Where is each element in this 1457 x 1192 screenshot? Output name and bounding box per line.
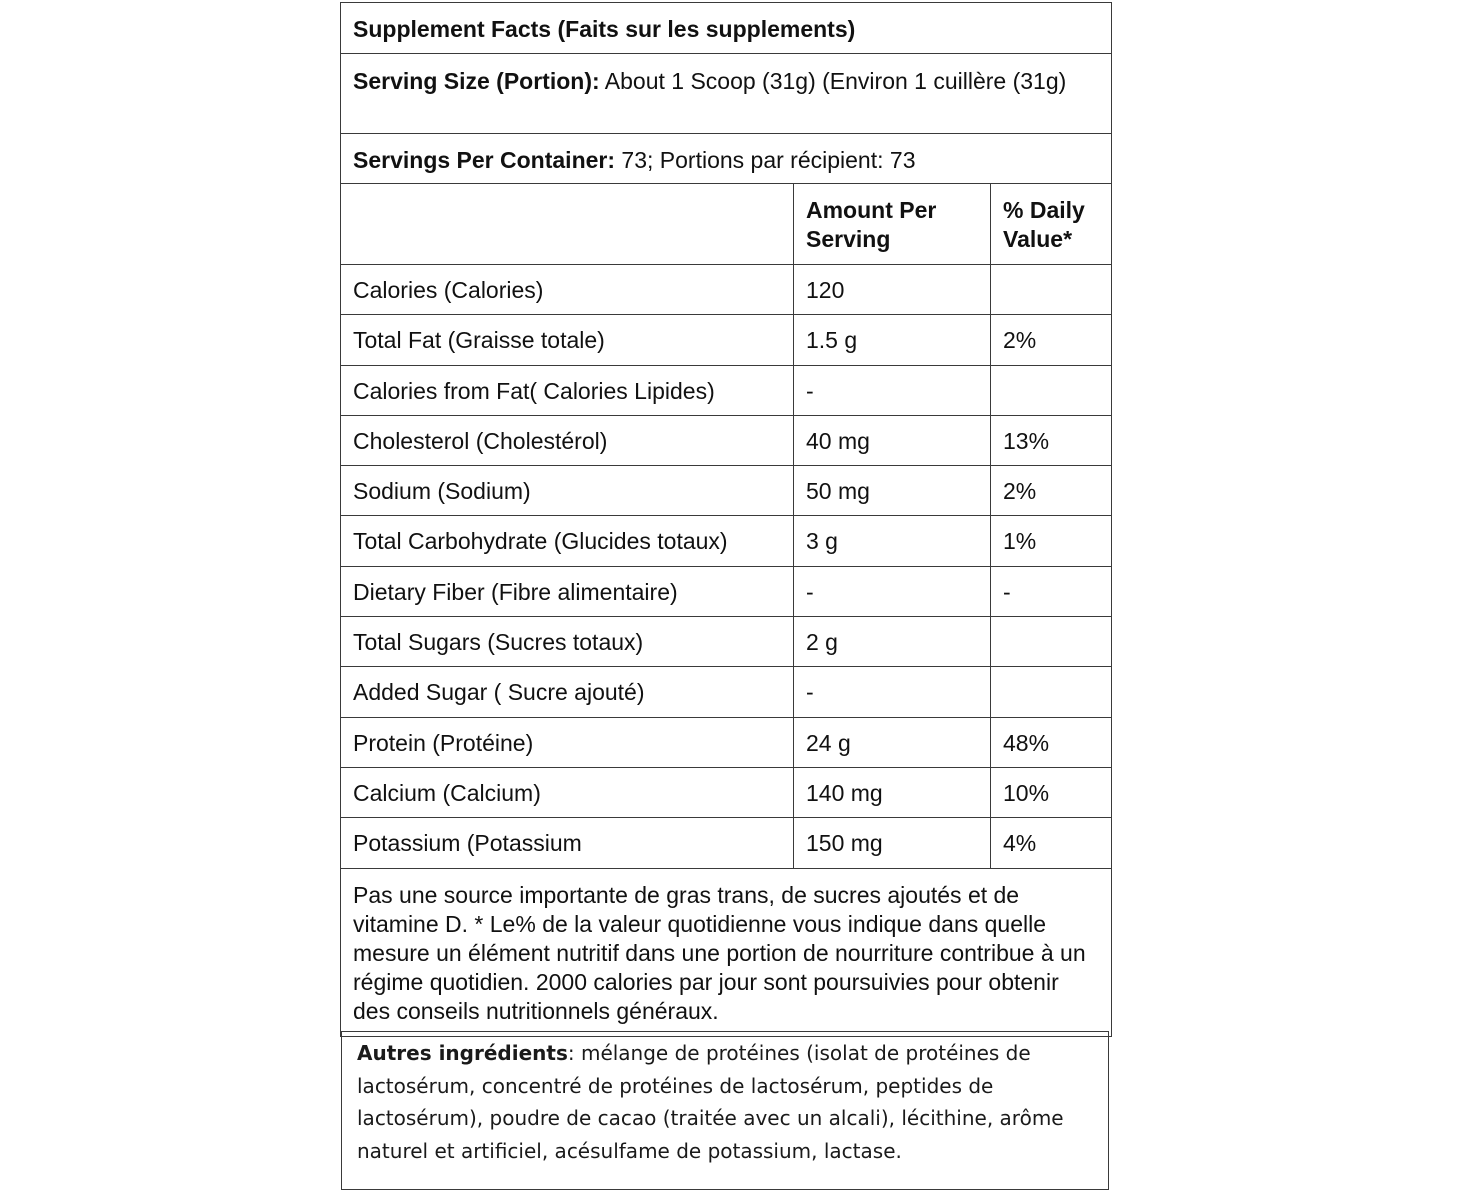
amount-per-serving: 150 mg bbox=[794, 818, 991, 867]
serving-size-label: Serving Size (Portion): bbox=[353, 68, 600, 94]
supplement-facts-table bbox=[340, 2, 1112, 1037]
daily-value: 48% bbox=[1003, 729, 1050, 756]
daily-value bbox=[991, 667, 1111, 716]
nutrient-name: Cholesterol (Cholestérol) bbox=[341, 416, 794, 465]
amount-per-serving: 120 bbox=[794, 265, 991, 314]
nutrient-name: Total Sugars (Sucres totaux) bbox=[341, 617, 794, 666]
nutrient-column-header bbox=[341, 184, 794, 264]
daily-value bbox=[991, 617, 1111, 666]
amount-per-serving: - bbox=[794, 567, 991, 616]
daily-value: 13% bbox=[1003, 427, 1050, 454]
table-row bbox=[341, 366, 1111, 416]
nutrient-name: Protein (Protéine) bbox=[341, 718, 794, 767]
label-title: Supplement Facts (Faits sur les supplements) bbox=[341, 3, 1111, 54]
nutrient-name: Sodium (Sodium) bbox=[341, 466, 794, 515]
daily-value: 2% bbox=[1003, 327, 1037, 354]
daily-value bbox=[991, 366, 1111, 415]
nutrient-name: Added Sugar ( Sucre ajouté) bbox=[341, 667, 794, 716]
servings-per-container-row bbox=[341, 134, 1111, 184]
ingredients-box bbox=[341, 1031, 1109, 1190]
table-row bbox=[341, 416, 1111, 466]
table-row bbox=[341, 567, 1111, 617]
nutrient-name: Potassium (Potassium bbox=[341, 818, 794, 867]
nutrient-name: Total Fat (Graisse totale) bbox=[341, 315, 794, 364]
daily-value: - bbox=[1003, 578, 1011, 605]
table-header-row bbox=[341, 184, 1111, 265]
nutrient-name: Calories (Calories) bbox=[341, 265, 794, 314]
daily-value: 10% bbox=[1003, 779, 1050, 806]
amount-per-serving: 140 mg bbox=[794, 768, 991, 817]
daily-value bbox=[991, 265, 1111, 314]
serving-size-value: About 1 Scoop (31g) (Environ 1 cuillère (31g) bbox=[604, 68, 1067, 94]
daily-value: 4% bbox=[1003, 830, 1037, 857]
daily-value: 1% bbox=[1003, 528, 1037, 555]
amount-per-serving: 3 g bbox=[794, 516, 991, 565]
table-row bbox=[341, 818, 1111, 868]
amount-per-serving: 1.5 g bbox=[794, 315, 991, 364]
daily-value: 2% bbox=[1003, 478, 1037, 505]
table-row bbox=[341, 265, 1111, 315]
footnote: Pas une source importante de gras trans, de sucres ajoutés et de vitamine D. * Le% de la valeur quotidienne vous indique dans quelle mesure un élément nutritif dans une portion de nourriture contribue à un régime quotidien. 2000 calories par jour sont poursuivies pour obtenir des conseils nutritionnels généraux. bbox=[353, 881, 1086, 1024]
ingredients-text: : mélange de protéines (isolat de protéines de lactosérum, concentré de protéines de lactosérum, peptides de lactosérum), poudre de cacao (traitée avec un alcali), lécithine, arôme naturel et artificiel, acésulfame de potassium, lactase. bbox=[357, 1041, 1064, 1163]
amount-per-serving: 24 g bbox=[794, 718, 991, 767]
amount-per-serving: 40 mg bbox=[794, 416, 991, 465]
servings-per-container-value: 73; Portions par récipient: 73 bbox=[621, 147, 916, 173]
amount-column-header: Amount Per Serving bbox=[794, 184, 991, 264]
amount-per-serving: 2 g bbox=[794, 617, 991, 666]
daily-value-column-header: % Daily Value* bbox=[1003, 197, 1085, 252]
serving-size-row bbox=[341, 54, 1111, 134]
servings-per-container-label: Servings Per Container: bbox=[353, 147, 616, 173]
table-row bbox=[341, 617, 1111, 667]
nutrient-rows bbox=[341, 265, 1111, 869]
table-row bbox=[341, 315, 1111, 365]
table-row bbox=[341, 768, 1111, 818]
table-row bbox=[341, 718, 1111, 768]
table-row bbox=[341, 667, 1111, 717]
amount-per-serving: - bbox=[794, 667, 991, 716]
amount-per-serving: 50 mg bbox=[794, 466, 991, 515]
table-row bbox=[341, 466, 1111, 516]
nutrient-name: Total Carbohydrate (Glucides totaux) bbox=[341, 516, 794, 565]
ingredients-label: Autres ingrédients bbox=[357, 1041, 568, 1065]
nutrient-name: Dietary Fiber (Fibre alimentaire) bbox=[341, 567, 794, 616]
amount-per-serving: - bbox=[794, 366, 991, 415]
nutrient-name: Calories from Fat( Calories Lipides) bbox=[341, 366, 794, 415]
table-row bbox=[341, 516, 1111, 566]
nutrient-name: Calcium (Calcium) bbox=[341, 768, 794, 817]
